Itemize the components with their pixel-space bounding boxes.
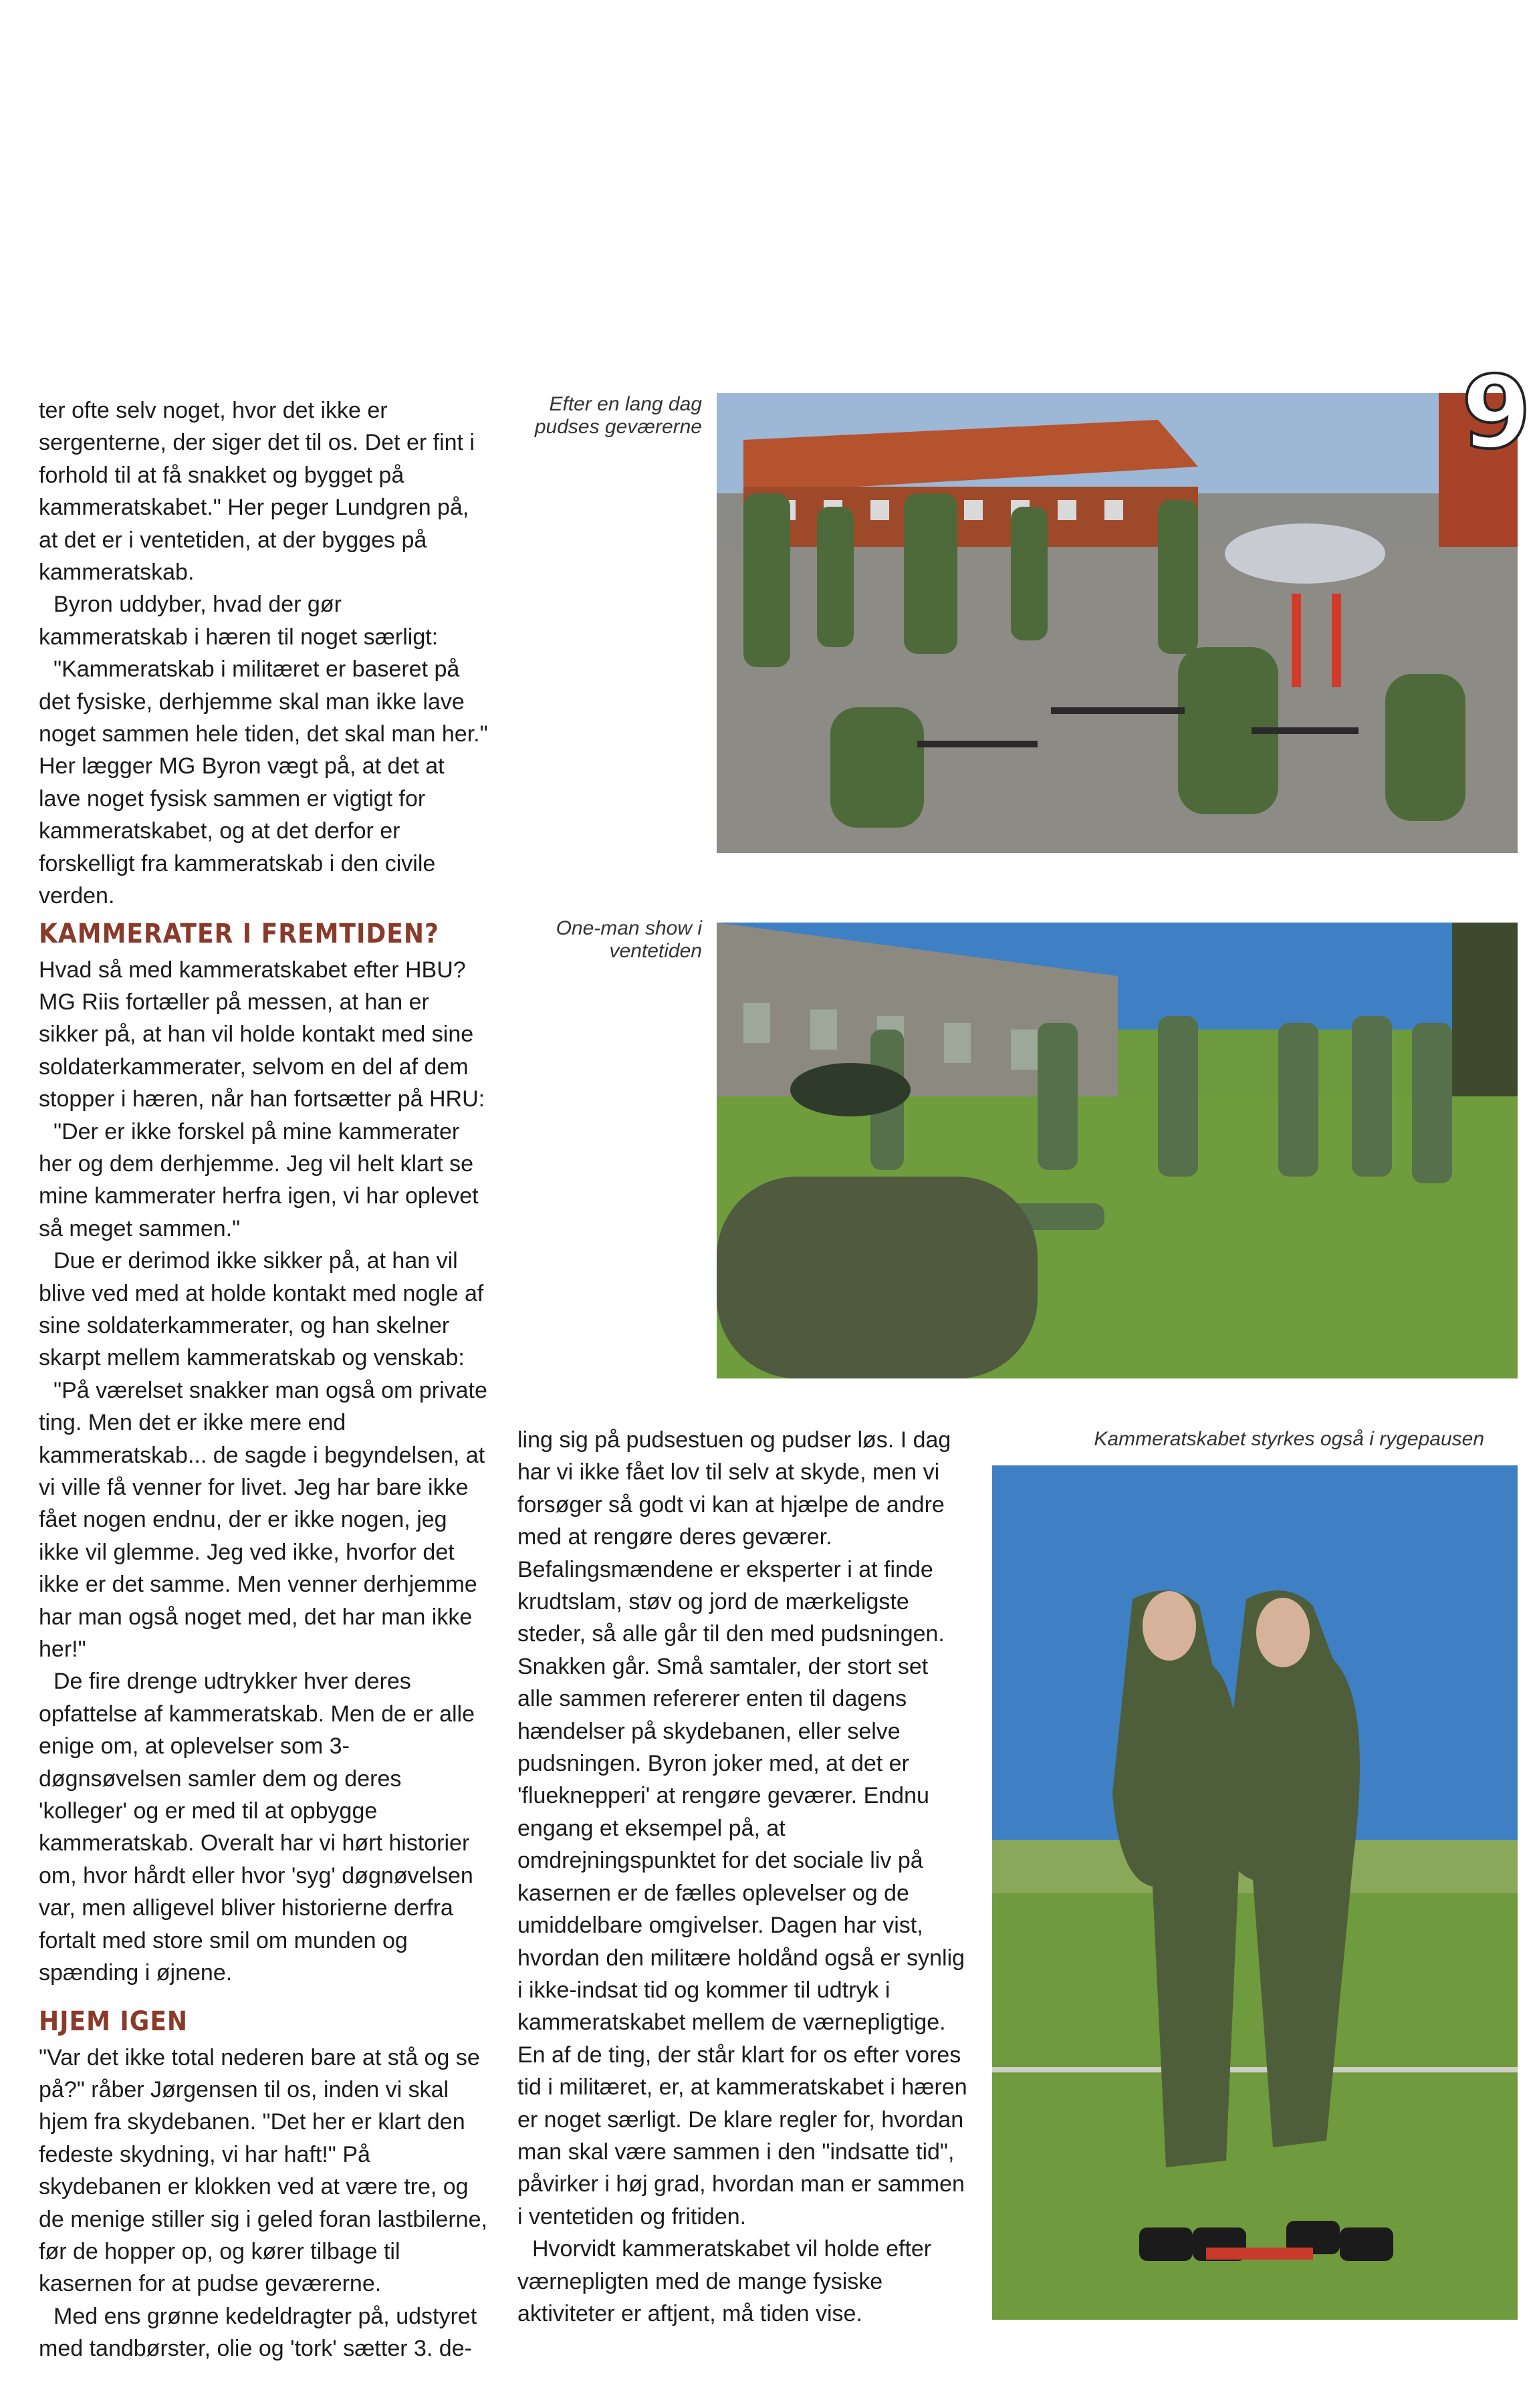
paragraph: "Kammeratskab i militæret er baseret på det fysiske, derhjemme skal man ikke lave noget sammen hele tiden, det skal man her." Her lægger MG Byron vægt på, at det at lave noget fysisk sammen er vigtigt for kammeratskabet, og at det derfor er forskelligt fra kammeratskab i den civile verden. [39, 656, 488, 909]
paragraph: Due er derimod ikke sikker på, at han vil blive ved med at holde kontakt med nogle af sine soldaterkammerater, og han skelner skarpt mellem kammeratskab og venskab: [39, 1248, 484, 1371]
paragraph: ter ofte selv noget, hvor det ikke er sergenterne, der siger det til os. Det er fint i forhold til at få snakket og bygget på kammeratskabet." Her peger Lundgren på, at det er i ventetiden, at der bygges på kammeratskab. [39, 398, 475, 586]
left-column [39, 394, 491, 2365]
photo-cleaning-rifles [717, 355, 1532, 853]
paragraph: Hvorvidt kammeratskabet vil holde efter værnepligten med de mange fysiske aktiviteter er aftjent, må tiden vise. [517, 2236, 932, 2326]
page-number: 9 [1461, 355, 1532, 471]
paragraph: Byron uddyber, hvad der gør kammeratskab i hæren til noget særligt: [39, 592, 439, 650]
photo-caption: Efter en lang dag pudses geværerne [534, 393, 702, 438]
photo-smoke-break [992, 1465, 1518, 2320]
paragraph: "På værelset snakker man også om private ting. Men det er ikke mere end kammeratskab... de sagde i begyndelsen, at vi ville få venner for livet. Jeg har bare ikke fået nogen endnu, der er ikke nogen, jeg ikke vil glemme. Jeg ved ikke, hvorfor det ikke er det samme. Men venner derhjemme har man også noget med, det har man ikke her!" [39, 1377, 487, 1663]
middle-column [517, 1424, 969, 2330]
paragraph: "Var det ikke total nederen bare at stå og se på?" råber Jørgensen til os, inden vi skal hjem fra skydebanen. "Det her er klart den fedeste skydning, vi har haft!" På skydebanen er klokken ved at være tre, og de menige stiller sig i geled foran lastbilerne, før de hopper op, og kører tilbage til kasernen for at pudse geværerne. [39, 2044, 487, 2297]
section-heading: KAMMERATER I FREMTIDEN? [39, 918, 439, 949]
section-heading: HJEM IGEN [39, 2006, 189, 2037]
paragraph: ling sig på pudsestuen og pudser løs. I dag har vi ikke fået lov til selv at skyde, men vi forsøger så godt vi kan at hjælpe de andre med at rengøre deres geværer. Befalingsmændene er eksperter i at finde krudtslam, støv og jord de mærkeligste steder, så alle går til den med pudsningen. Snakken går. Små samtaler, der stort set alle sammen refererer enten til dagens hændelser på skydebanen, eller selve pudsningen. Byron joker med, at det er 'flueknepperi' at rengøre geværer. Endnu engang et eksempel på, at omdrejningspunktet for det sociale liv på kasernen er de fælles oplevelser og de umiddelbare omgivelser. Dagen har vist, hvordan den militære holdånd også er synlig i ikke-indsat tid og kommer til udtryk i kammeratskabet mellem de værnepligtige. En af de ting, der står klart for os efter vores tid i militæret, er, at kammeratskabet i hæren er noget særligt. De klare regler for, hvordan man skal være sammen i den "indsatte tid", påvirker i høj grad, hvordan man er sammen i ventetiden og fritiden. [517, 1427, 967, 2230]
paragraph: "Der er ikke forskel på mine kammerater her og dem derhjemme. Jeg vil helt klart se mine kammerater herfra igen, vi har oplevet så meget sammen." [39, 1118, 479, 1241]
photo-caption: Kammeratskabet styrkes også i rygepausen [1094, 1428, 1484, 1450]
paragraph: Med ens grønne kedeldragter på, udstyret med tandbørster, olie og 'tork' sætter 3. de- [39, 2303, 477, 2362]
photo-caption: One-man show i ventetiden [556, 917, 702, 962]
paragraph: Hvad så med kammeratskabet efter HBU? MG Riis fortæller på messen, at han er sikker på, at han vil holde kontakt med sine soldaterkammerater, selvom en del af dem stopper i hæren, når han fortsætter på HRU: [39, 957, 485, 1112]
photo-one-man-show [717, 923, 1518, 1378]
paragraph: De fire drenge udtrykker hver deres opfattelse af kammeratskab. Men de er alle enige om, at oplevelser som 3-døgnsøvelsen samler dem og deres 'kolleger' og er med til at opbygge kammeratskab. Overalt har vi hørt historier om, hvor hårdt eller hvor 'syg' døgnøvelsen var, men alligevel bliver historierne derfra fortalt med store smil om munden og spænding i øjnene. [39, 1669, 475, 1986]
